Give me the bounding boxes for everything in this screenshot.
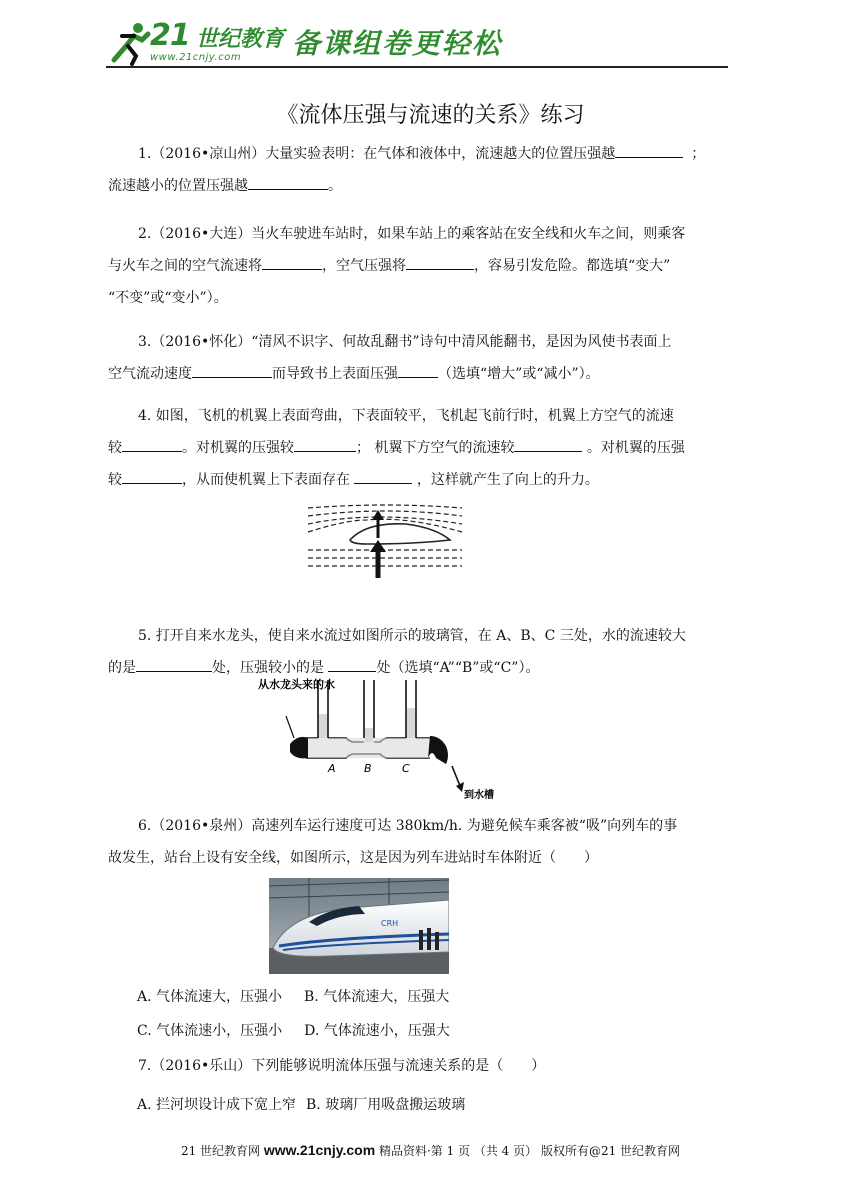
logo-number: 21 bbox=[150, 18, 190, 53]
question-4: 4. 如图，飞机的机翼上表面弯曲，下表面较平，飞机起飞前行时，机翼上方空气的流速 较 。对机翼的压强较 ； 机翼下方空气的流速较 。对机翼的压强 较 ，从而使机翼上下表面存在 ，这样就产生了向上的升力。 bbox=[108, 408, 685, 488]
answer-blank bbox=[294, 437, 356, 452]
question-2: 2.（2016•大连）当火车驶进车站时，如果车站上的乘客站在安全线和火车之间，则乘客 与火车之间的空气流速将 ，空气压强将 ，容易引发危险。都选填“变大” “不变”或“变小”）。 bbox=[108, 226, 686, 306]
footer-site-name: 21 世纪教育网 bbox=[180, 1144, 261, 1158]
answer-blank bbox=[192, 363, 272, 378]
q6-option-row-1 bbox=[137, 986, 449, 1006]
question-7: 7.（2016•乐山）下列能够说明流体压强与流速关系的是（ ） bbox=[138, 1058, 546, 1074]
page-footer bbox=[0, 1142, 861, 1159]
answer-blank bbox=[514, 437, 582, 452]
q6-option-a: A. 气体流速大，压强小 bbox=[137, 989, 283, 1005]
header-slogan: 备课组卷更轻松 bbox=[292, 27, 503, 60]
answer-blank bbox=[406, 255, 474, 270]
q7-option-a: A. 拦河坝设计成下宽上窄 bbox=[137, 1097, 297, 1113]
q7-option-row-1 bbox=[137, 1094, 465, 1114]
runner-logo-icon bbox=[108, 20, 152, 66]
logo-url[interactable]: www.21cnjy.com bbox=[150, 52, 242, 63]
q6-option-b: B. 气体流速大，压强大 bbox=[304, 989, 450, 1005]
answer-blank bbox=[122, 469, 182, 484]
answer-blank bbox=[136, 657, 212, 672]
pipe-label-c: C bbox=[402, 762, 410, 775]
pipe-label-a: A bbox=[328, 762, 336, 775]
answer-blank bbox=[122, 437, 182, 452]
logo-name: 世纪教育 bbox=[196, 27, 285, 52]
header-divider bbox=[106, 66, 728, 68]
pipe-figure bbox=[256, 674, 496, 804]
pipe-label-out: 到水槽 bbox=[464, 790, 494, 801]
train-photo bbox=[269, 878, 449, 974]
answer-blank bbox=[248, 175, 328, 190]
question-5: 5. 打开自来水龙头，使自来水流过如图所示的玻璃管，在 A、B、C 三处，水的流速较大 的是 处，压强较小的是 处（选填“A”“B”或“C”）。 bbox=[108, 628, 686, 676]
answer-blank bbox=[262, 255, 322, 270]
answer-blank bbox=[615, 143, 683, 158]
q6-option-row-2 bbox=[137, 1020, 450, 1040]
airfoil-figure bbox=[306, 498, 464, 580]
answer-blank bbox=[354, 469, 412, 484]
answer-blank bbox=[328, 657, 376, 672]
footer-site-url[interactable]: www.21cnjy.com bbox=[263, 1142, 376, 1158]
q6-option-c: C. 气体流速小，压强小 bbox=[137, 1023, 283, 1039]
page-title: 《流体压强与流速的关系》练习 bbox=[276, 103, 585, 128]
pipe-label-source: 从水龙头来的水 bbox=[258, 678, 335, 691]
footer-page-info: 精品资料·第 1 页 （共 4 页） 版权所有@21 世纪教育网 bbox=[378, 1144, 681, 1158]
q6-option-d: D. 气体流速小，压强大 bbox=[304, 1023, 450, 1039]
question-6: 6.（2016•泉州）高速列车运行速度可达 380km/h. 为避免候车乘客被“吸”向列车的事 故发生，站台上设有安全线，如图所示，这是因为列车进站时车体附近（ ） bbox=[108, 818, 678, 866]
q7-option-b: B. 玻璃厂用吸盘搬运玻璃 bbox=[306, 1097, 466, 1113]
train-logo: CRH bbox=[381, 919, 399, 928]
answer-blank bbox=[398, 363, 438, 378]
pipe-label-b: B bbox=[364, 762, 372, 775]
question-3: 3.（2016•怀化）“清风不识字、何故乱翻书”诗句中清风能翻书，是因为风使书表面上 空气流动速度 而导致书上表面压强 （选填“增大”或“减小”）。 bbox=[108, 334, 672, 382]
question-1: 1.（2016•凉山州）大量实验表明：在气体和液体中，流速越大的位置压强越 ； 流速越小的位置压强越 。 bbox=[108, 138, 758, 202]
